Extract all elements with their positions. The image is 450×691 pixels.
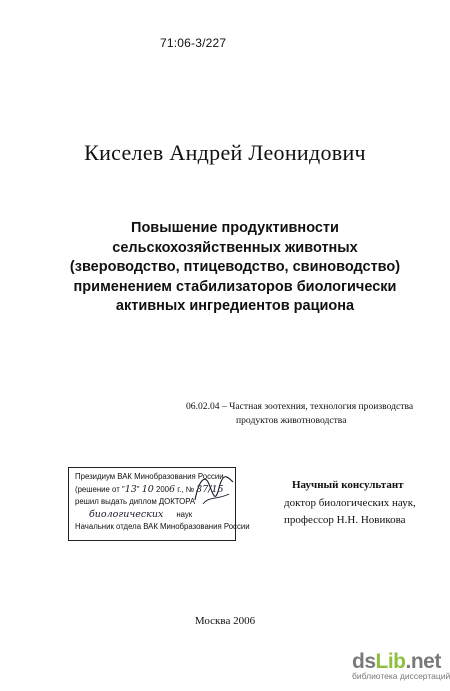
specialty-line-1: 06.02.04 – Частная зоотехния, технология производства xyxy=(186,401,414,412)
stamp-line-1: Президиум ВАК Минобразования России xyxy=(75,472,224,481)
stamp-year: 6 xyxy=(169,483,176,495)
stamp-month: 10 xyxy=(141,483,154,495)
stamp-sep-3: г., № xyxy=(175,484,197,494)
stamp-line-4 xyxy=(75,509,231,522)
stamp-day: 13 xyxy=(124,483,137,495)
scientific-consultant xyxy=(284,477,444,530)
stamp-science-field: биологических xyxy=(89,508,164,520)
stamp-decision-prefix: (решение от " xyxy=(75,484,125,494)
consultant-degree: доктор биологических наук, xyxy=(284,496,416,509)
stamp-line-5: Начальник отдела ВАК Минобразования России xyxy=(75,522,250,531)
logo-ds: ds xyxy=(352,650,376,673)
logo-lib: Lib xyxy=(375,650,406,673)
document-code: 71:06-3/227 xyxy=(160,36,227,50)
stamp-number: 37/15 xyxy=(196,483,224,495)
vak-stamp xyxy=(68,467,250,541)
logo-tld: .net xyxy=(405,650,441,673)
specialty-code xyxy=(186,400,436,428)
author-name: Киселев Андрей Леонидович xyxy=(84,140,366,165)
dissertation-title xyxy=(50,219,420,317)
stamp-sep-1: " xyxy=(136,484,142,494)
signature-icon xyxy=(189,470,237,510)
stamp-line-3: решил выдать диплом ДОКТОРА xyxy=(75,497,196,506)
watermark-subtitle: библиотека диссертаций xyxy=(352,671,450,681)
title-line-4: применением стабилизаторов биологически xyxy=(73,278,397,295)
stamp-sep-2: 200 xyxy=(153,484,170,494)
specialty-line-2: продуктов животноводства xyxy=(236,415,347,426)
dslib-watermark xyxy=(352,650,450,681)
title-line-5: активных ингредиентов рациона xyxy=(115,298,355,314)
consultant-heading: Научный консультант xyxy=(292,479,404,491)
consultant-name: профессор Н.Н. Новикова xyxy=(284,514,406,526)
city-year: Москва 2006 xyxy=(194,615,256,627)
title-line-3: (звероводство, птицеводство, свиноводство) xyxy=(69,259,401,275)
stamp-science-suffix: наук xyxy=(176,509,193,519)
title-line-1: Повышение продуктивности xyxy=(131,220,339,236)
title-line-2: сельскохозяйственных животных xyxy=(112,239,358,256)
